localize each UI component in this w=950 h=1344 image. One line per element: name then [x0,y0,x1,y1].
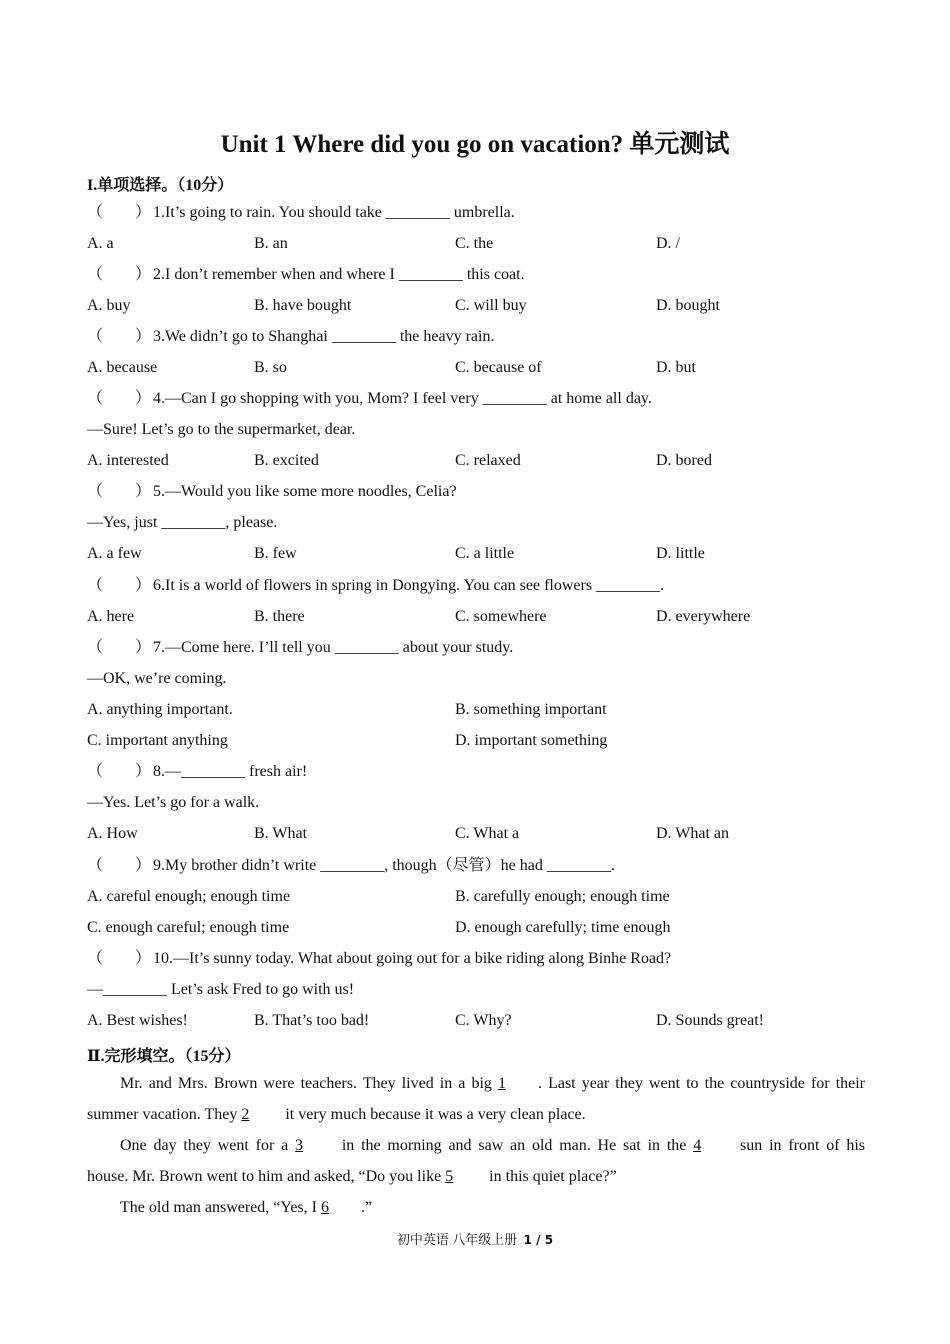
option-b: B. so [254,359,287,376]
answer-paren: （ ） [87,577,152,594]
cloze-line [87,1105,865,1125]
option-d: D. enough carefully; time enough [455,919,671,936]
question-5 [87,482,457,502]
section-heading-cloze: Ⅱ.完形填空。（15分） [87,1048,241,1065]
question-text: 1.It’s going to rain. You should take ________ umbrella. [153,204,515,221]
cloze-blank-3: 3 [295,1137,304,1154]
question-text: 7.—Come here. I’ll tell you ________ about your study. [153,639,514,656]
question-1 [87,203,515,223]
cloze-blank-1: 1 [498,1075,506,1092]
question-4 [87,389,652,409]
answer-paren: （ ） [87,950,152,967]
option-b: B. excited [254,452,319,469]
option-a: A. How [87,825,138,842]
passage-text: .” [361,1199,373,1216]
option-a: A. careful enough; enough time [87,888,291,905]
option-b: B. there [254,608,305,625]
page-title: Unit 1 Where did you go on vacation? 单元测试 [220,131,730,158]
question-text: 3.We didn’t go to Shanghai ________ the heavy rain. [153,328,495,345]
question-reply: —________ Let’s ask Fred to go with us! [87,981,355,998]
passage-text: summer vacation. They [87,1106,238,1123]
answer-paren: （ ） [87,390,152,407]
option-a: A. here [87,608,135,625]
option-d: D. little [656,545,705,562]
option-c: C. somewhere [455,608,547,625]
question-text: 2.I don’t remember when and where I ________ this coat. [153,266,525,283]
option-c: C. Why? [455,1012,512,1029]
question-3 [87,327,494,347]
option-c: C. the [455,235,494,252]
cloze-line [87,1136,865,1156]
option-c: C. important anything [87,732,228,749]
passage-text: in this quiet place?” [489,1168,617,1185]
footer-text: 初中英语 八年级上册 [396,1232,518,1247]
option-d: D. everywhere [656,608,751,625]
option-a: A. because [87,359,158,376]
cloze-line [87,1074,865,1094]
cloze-blank-5: 5 [445,1168,454,1185]
passage-text: house. Mr. Brown went to him and asked, “Do you like [87,1168,442,1185]
question-8 [87,762,307,782]
option-b: B. few [254,545,297,562]
question-text: 10.—It’s sunny today. What about going out for a bike riding along Binhe Road? [153,950,672,967]
option-b: B. an [254,235,288,252]
option-d: D. What an [656,825,730,842]
answer-paren: （ ） [87,639,152,656]
question-text: 6.It is a world of flowers in spring in Dongying. You can see flowers ________. [153,577,665,594]
answer-paren: （ ） [87,328,152,345]
answer-paren: （ ） [87,266,152,283]
answer-paren: （ ） [87,763,152,780]
option-c: C. because of [455,359,542,376]
question-reply: —OK, we’re coming. [87,670,227,687]
question-reply: —Yes, just ________, please. [87,514,278,531]
passage-text: . Last year they went to the countryside for their [538,1075,866,1092]
question-text: 8.—________ fresh air! [153,763,308,780]
question-6 [87,576,664,596]
question-reply: —Yes. Let’s go for a walk. [87,794,260,811]
passage-text: it very much because it was a very clean place. [285,1106,586,1123]
cloze-line [87,1167,865,1187]
question-text: 5.—Would you like some more noodles, Celia? [153,483,457,500]
option-c: C. relaxed [455,452,521,469]
question-text: 9.My brother didn’t write ________, though（尽管）he had ________. [153,857,615,874]
cloze-blank-4: 4 [693,1137,702,1154]
option-b: B. What [254,825,308,842]
option-a: A. anything important. [87,701,233,718]
option-b: B. have bought [254,297,352,314]
option-b: B. carefully enough; enough time [455,888,670,905]
option-a: A. buy [87,297,131,314]
passage-text: in the morning and saw an old man. He sat in the [341,1137,687,1154]
option-b: B. something important [455,701,607,718]
option-c: C. What a [455,825,520,842]
answer-paren: （ ） [87,857,152,874]
option-a: A. interested [87,452,169,469]
page-footer [0,1229,950,1248]
page-number: 1 / 5 [523,1233,554,1247]
question-7 [87,638,513,658]
option-d: D. but [656,359,696,376]
passage-text: One day they went for a [120,1137,289,1154]
option-d: D. bought [656,297,720,314]
option-c: C. a little [455,545,515,562]
option-a: A. a [87,235,114,252]
cloze-blank-6: 6 [321,1199,329,1216]
option-c: C. enough careful; enough time [87,919,290,936]
question-9 [87,856,615,876]
option-a: A. Best wishes! [87,1012,188,1029]
passage-text: sun in front of his [740,1137,866,1154]
question-reply: —Sure! Let’s go to the supermarket, dear. [87,421,356,438]
question-2 [87,265,525,285]
option-d: D. Sounds great! [656,1012,764,1029]
answer-paren: （ ） [87,204,152,221]
option-b: B. That’s too bad! [254,1012,370,1029]
answer-paren: （ ） [87,483,152,500]
cloze-line [87,1198,865,1218]
cloze-blank-2: 2 [241,1106,250,1123]
question-10 [87,949,671,969]
question-text: 4.—Can I go shopping with you, Mom? I feel very ________ at home all day. [153,390,652,407]
passage-text: Mr. and Mrs. Brown were teachers. They lived in a big [120,1075,492,1092]
option-d: D. important something [455,732,608,749]
passage-text: The old man answered, “Yes, I [120,1199,317,1216]
section-heading-single-choice: I.单项选择。（10分） [87,177,234,194]
option-a: A. a few [87,545,142,562]
option-d: D. / [656,235,680,252]
option-c: C. will buy [455,297,527,314]
option-d: D. bored [656,452,712,469]
